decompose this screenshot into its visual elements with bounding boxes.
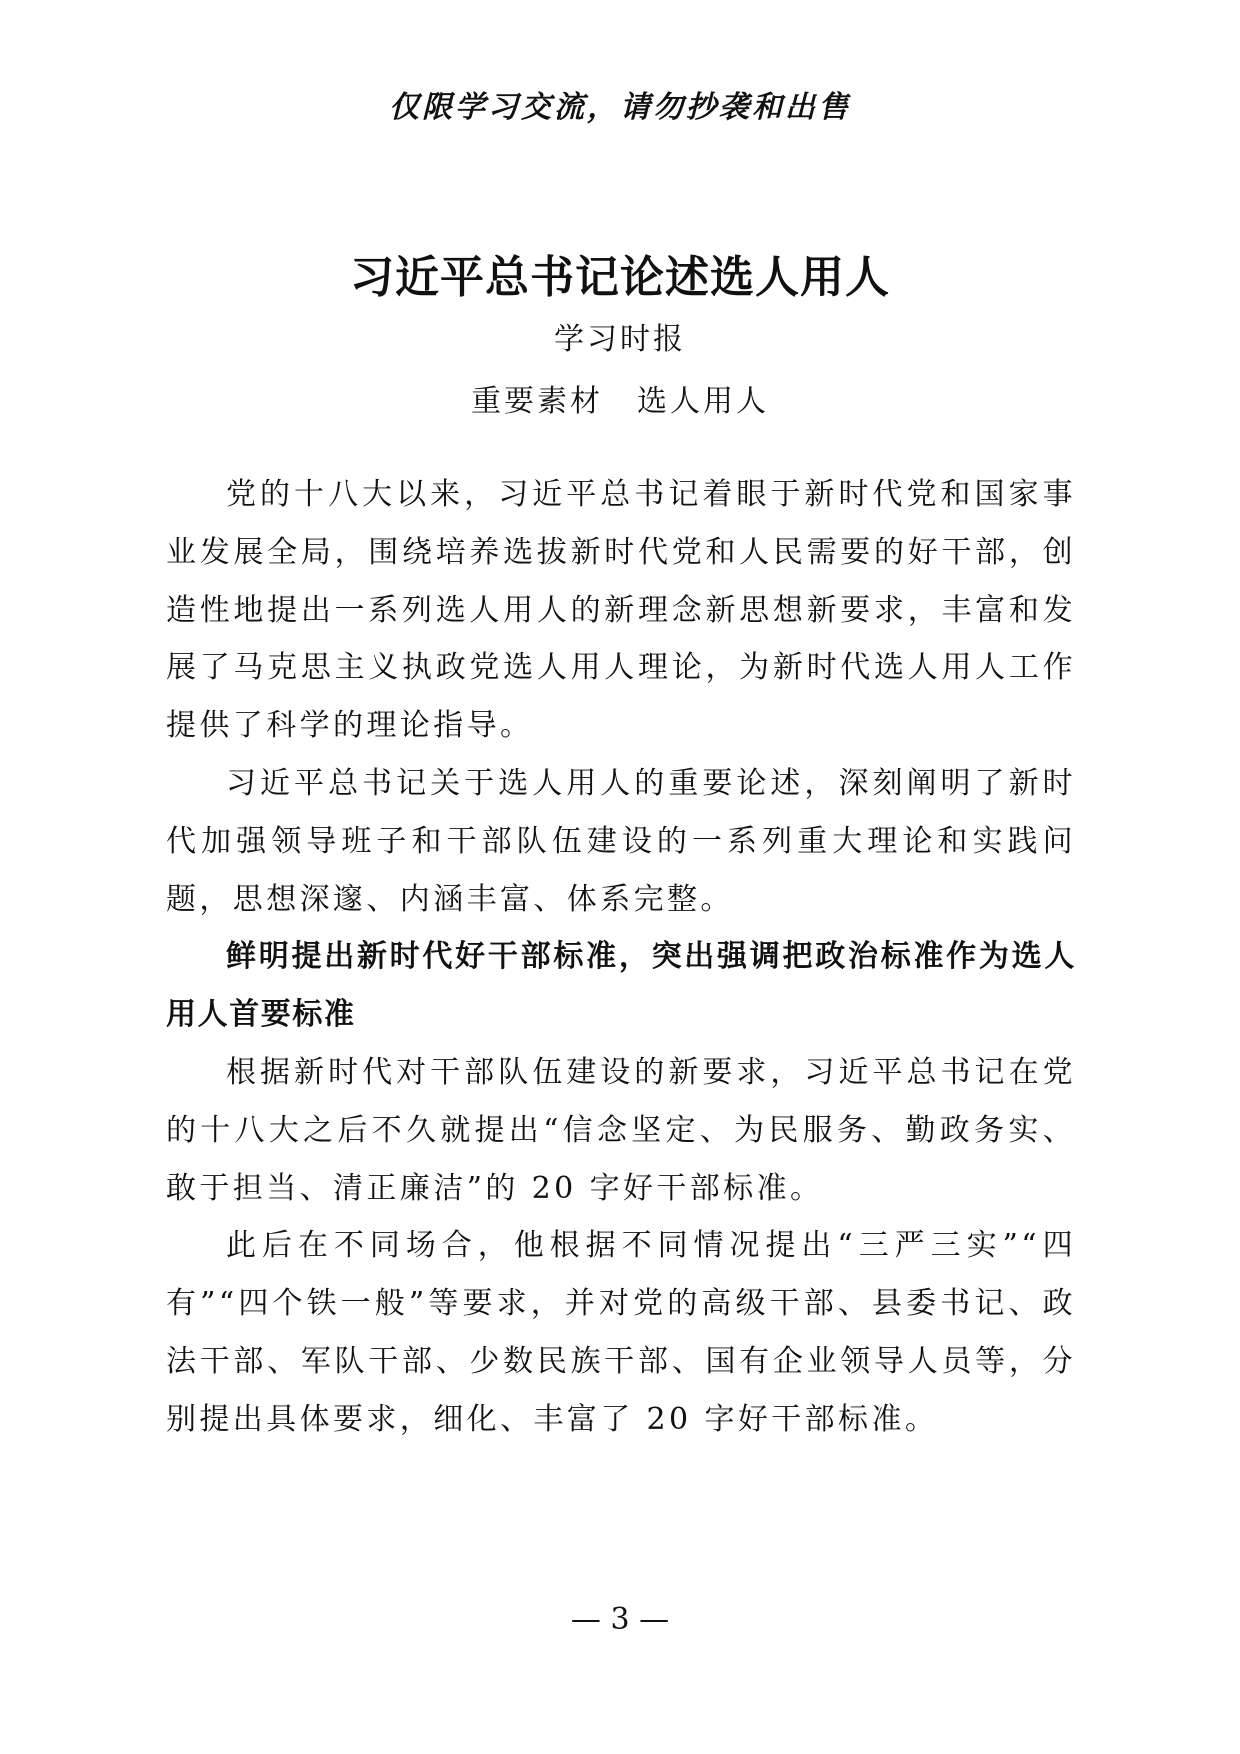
page-title: 习近平总书记论述选人用人 [350, 252, 890, 303]
tag-line [0, 380, 1240, 424]
section-heading: 鲜明提出新时代好干部标准，突出强调把政治标准作为选人用人首要标准 [166, 939, 1076, 1033]
page-number: — 3 — [570, 1602, 670, 1637]
body-paragraph: 党的十八大以来，习近平总书记着眼于新时代党和国家事业发展全局，围绕培养选拔新时代党和人民需要的好干部，创造性地提出一系列选人用人的新理念新思想新要求，丰富和发展了马克思主义执政党选人用人理论，为新时代选人用人工作提供了科学的理论指导。 [166, 477, 1076, 744]
copyright-notice: 仅限学习交流，请勿抄袭和出售 [389, 90, 851, 125]
article-body [166, 466, 1076, 1449]
source-line: 学习时报 [554, 322, 686, 357]
body-paragraph: 根据新时代对干部队伍建设的新要求，习近平总书记在党的十八大之后不久就提出“信念坚定、为民服务、勤政务实、敢于担当、清正廉洁”的 20 字好干部标准。 [166, 1054, 1076, 1206]
tag-item: 重要素材 [471, 384, 603, 419]
body-paragraph: 习近平总书记关于选人用人的重要论述，深刻阐明了新时代加强领导班子和干部队伍建设的一系列重大理论和实践问题，思想深邃、内涵丰富、体系完整。 [166, 765, 1076, 917]
body-paragraph: 此后在不同场合，他根据不同情况提出“三严三实”“四有”“四个铁一般”等要求，并对党的高级干部、县委书记、政法干部、军队干部、少数民族干部、国有企业领导人员等，分别提出具体要求，细化、丰富了 20 字好干部标准。 [166, 1228, 1076, 1437]
tag-item: 选人用人 [637, 384, 769, 419]
